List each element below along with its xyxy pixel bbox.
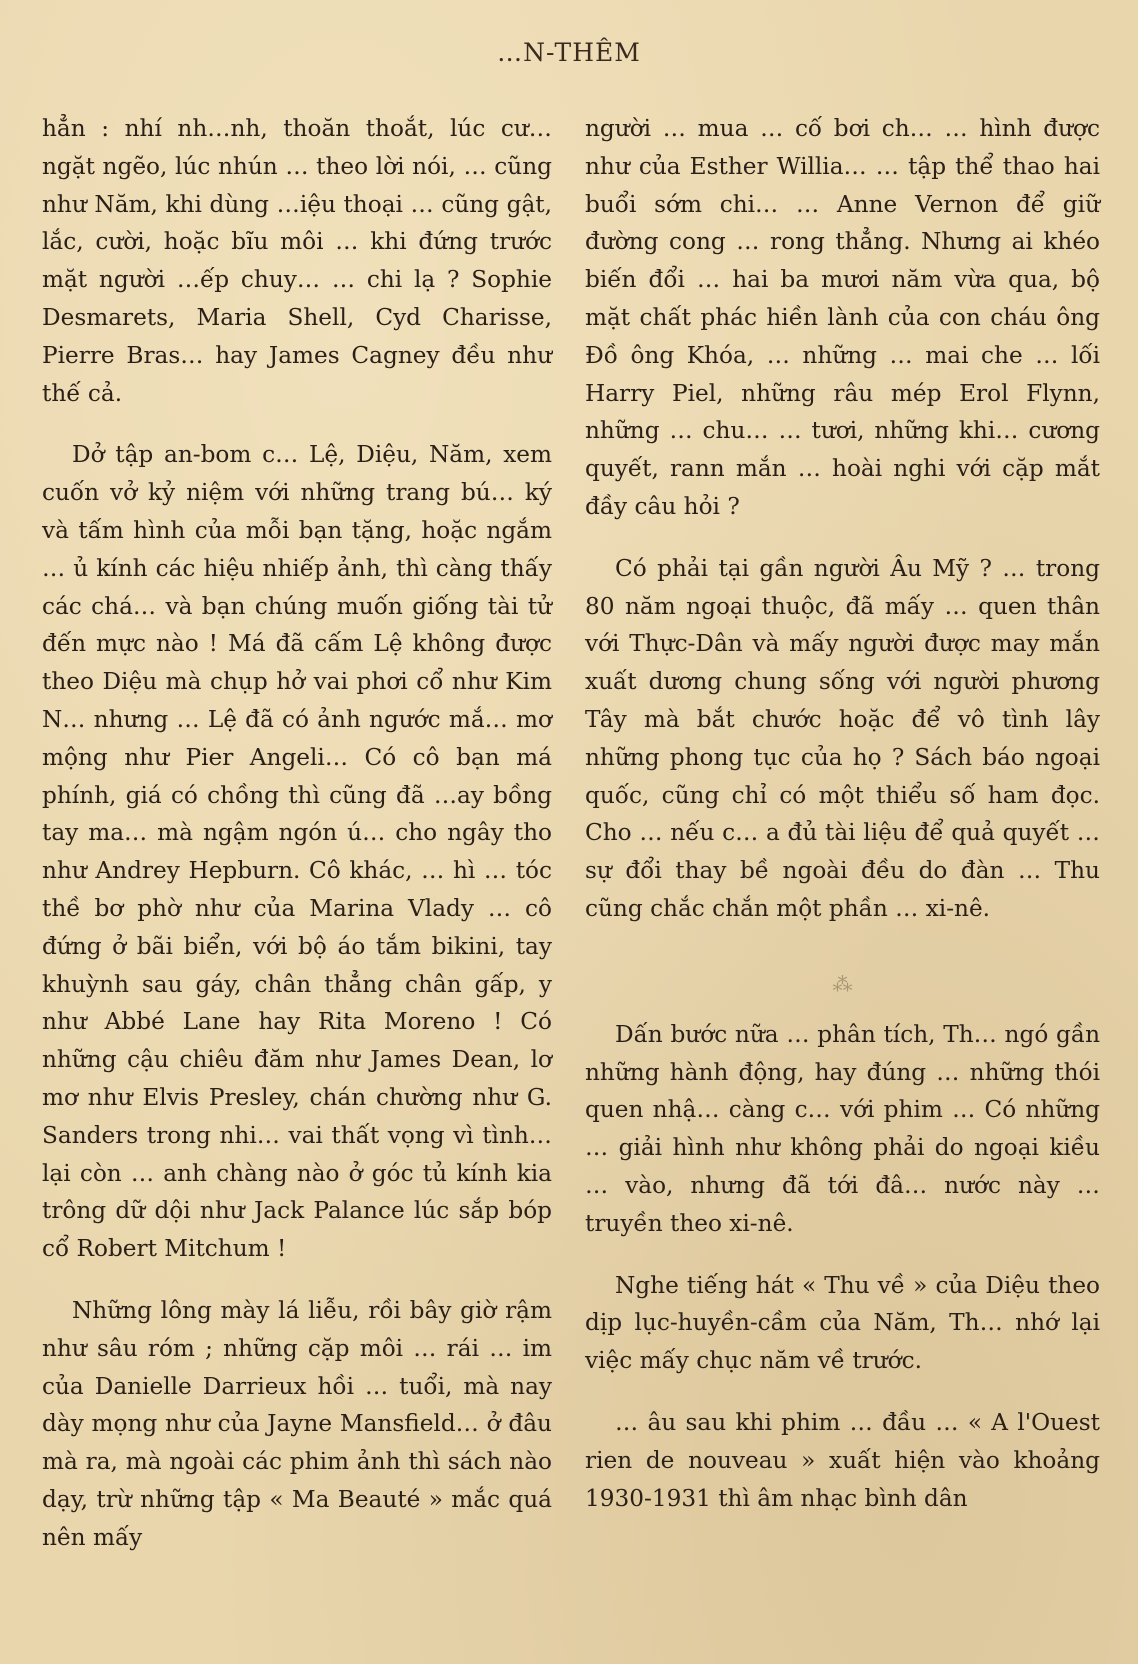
paragraph: Có phải tại gần người Âu Mỹ ? … trong 80 năm ngoại thuộc, đã mấy … quen thân với Thực-Dân và mấy người được may mắn xuất dương chung sống với người phương Tây mà bắt chước hoặc để vô tình lây những phong tục của họ ? Sách báo ngoại quốc, cũng chỉ có một thiểu số ham đọc. Cho … nếu c… a đủ tài liệu để quả quyết … sự đổi thay bề ngoài đều do đàn … Thu cũng chắc chắn một phần … xi-nê. <box>585 554 1100 922</box>
paragraph: Những lông mày lá liễu, rồi bây giờ rậm như sâu róm ; những cặp môi … rái … im của Danielle Darrieux hồi … tuổi, mà nay dày mọng như của Jayne Mansfield… ở đâu mà ra, mà ngoài các phim ảnh thì sách nào dạy, trừ những tập « Ma Beauté » mắc quá nên mấy <box>42 1296 552 1551</box>
running-head: …N-THÊM <box>497 38 641 67</box>
section-separator: ⁂ <box>832 971 853 996</box>
paragraph: hẳn : nhí nh…nh, thoăn thoắt, lúc cư… ngặt ngẽo, lúc nhún … theo lời nói, … cũng như Năm, khi dùng …iệu thoại … cũng gật, lắc, cười, hoặc bĩu môi … khi đứng trước mặt người …ếp chuy… … chi lạ ? Sophie Desmarets, Maria Shell, Cyd Charisse, Pierre Bras… hay James Cagney đều như thế cả. <box>42 115 552 407</box>
paragraph: người … mua … cố bơi ch… … hình được như của Esther Willia… … tập thể thao hai buổi sớm chi… … Anne Vernon để giữ đường cong … rong thẳng. Nhưng ai khéo biến đổi … hai ba mươi năm vừa qua, bộ mặt chất phác hiền lành của con cháu ông Đồ ông Khóa, … những … mai che … lối Harry Piel, những râu mép Erol Flynn, những … chu… … tươi, những khi… cương quyết, rann mắn … hoài nghi với cặp mắt đầy câu hỏi ? <box>585 115 1100 520</box>
paragraph: … âu sau khi phim … đầu … « A l'Ouest rien de nouveau » xuất hiện vào khoảng 1930-1931 thì âm nhạc bình dân <box>585 1408 1100 1512</box>
right-column <box>585 110 1100 1541</box>
left-column <box>42 110 552 1580</box>
paragraph: Dở tập an-bom c… Lệ, Diệu, Năm, xem cuốn vở kỷ niệm với những trang bú… ký và tấm hình của mỗi bạn tặng, hoặc ngắm … ủ kính các hiệu nhiếp ảnh, thì càng thấy các chá… và bạn chúng muốn giống tài tử đến mực nào ! Má đã cấm Lệ không được theo Diệu mà chụp hở vai phơi cổ như Kim N… nhưng … Lệ đã có ảnh ngước mắ… mơ mộng như Pier Angeli… Có cô bạn má phính, giá có chồng thì cũng đã …ay bồng tay ma… mà ngậm ngón ú… cho ngây tho như Andrey Hepburn. Cô khác, … hì … tóc thề bơ phờ như của Marina Vlady … cô đứng ở bãi biển, với bộ áo tắm bikini, tay khuỳnh sau gáy, chân thẳng chân gấp, y như Abbé Lane hay Rita Moreno ! Có những cậu chiêu đăm như James Dean, lơ mơ như Elvis Presley, chán chường như G. Sanders trong nhi… vai thất vọng vì tình… lại còn … anh chàng nào ở góc tủ kính kia trông dữ dội như Jack Palance lúc sắp bóp cổ Robert Mitchum ! <box>42 441 552 1263</box>
paragraph: Nghe tiếng hát « Thu về » của Diệu theo dịp lục-huyền-cầm của Năm, Th… nhớ lại việc mấy chục năm về trước. <box>585 1271 1100 1375</box>
paragraph: Dấn bước nữa … phân tích, Th… ngó gần những hành động, hay đúng … những thói quen nhậ… càng c… với phim … Có những … giải hình như không phải do ngoại kiều … vào, nhưng đã tới đâ… nước này … truyền theo xi-nê. <box>585 1020 1100 1237</box>
